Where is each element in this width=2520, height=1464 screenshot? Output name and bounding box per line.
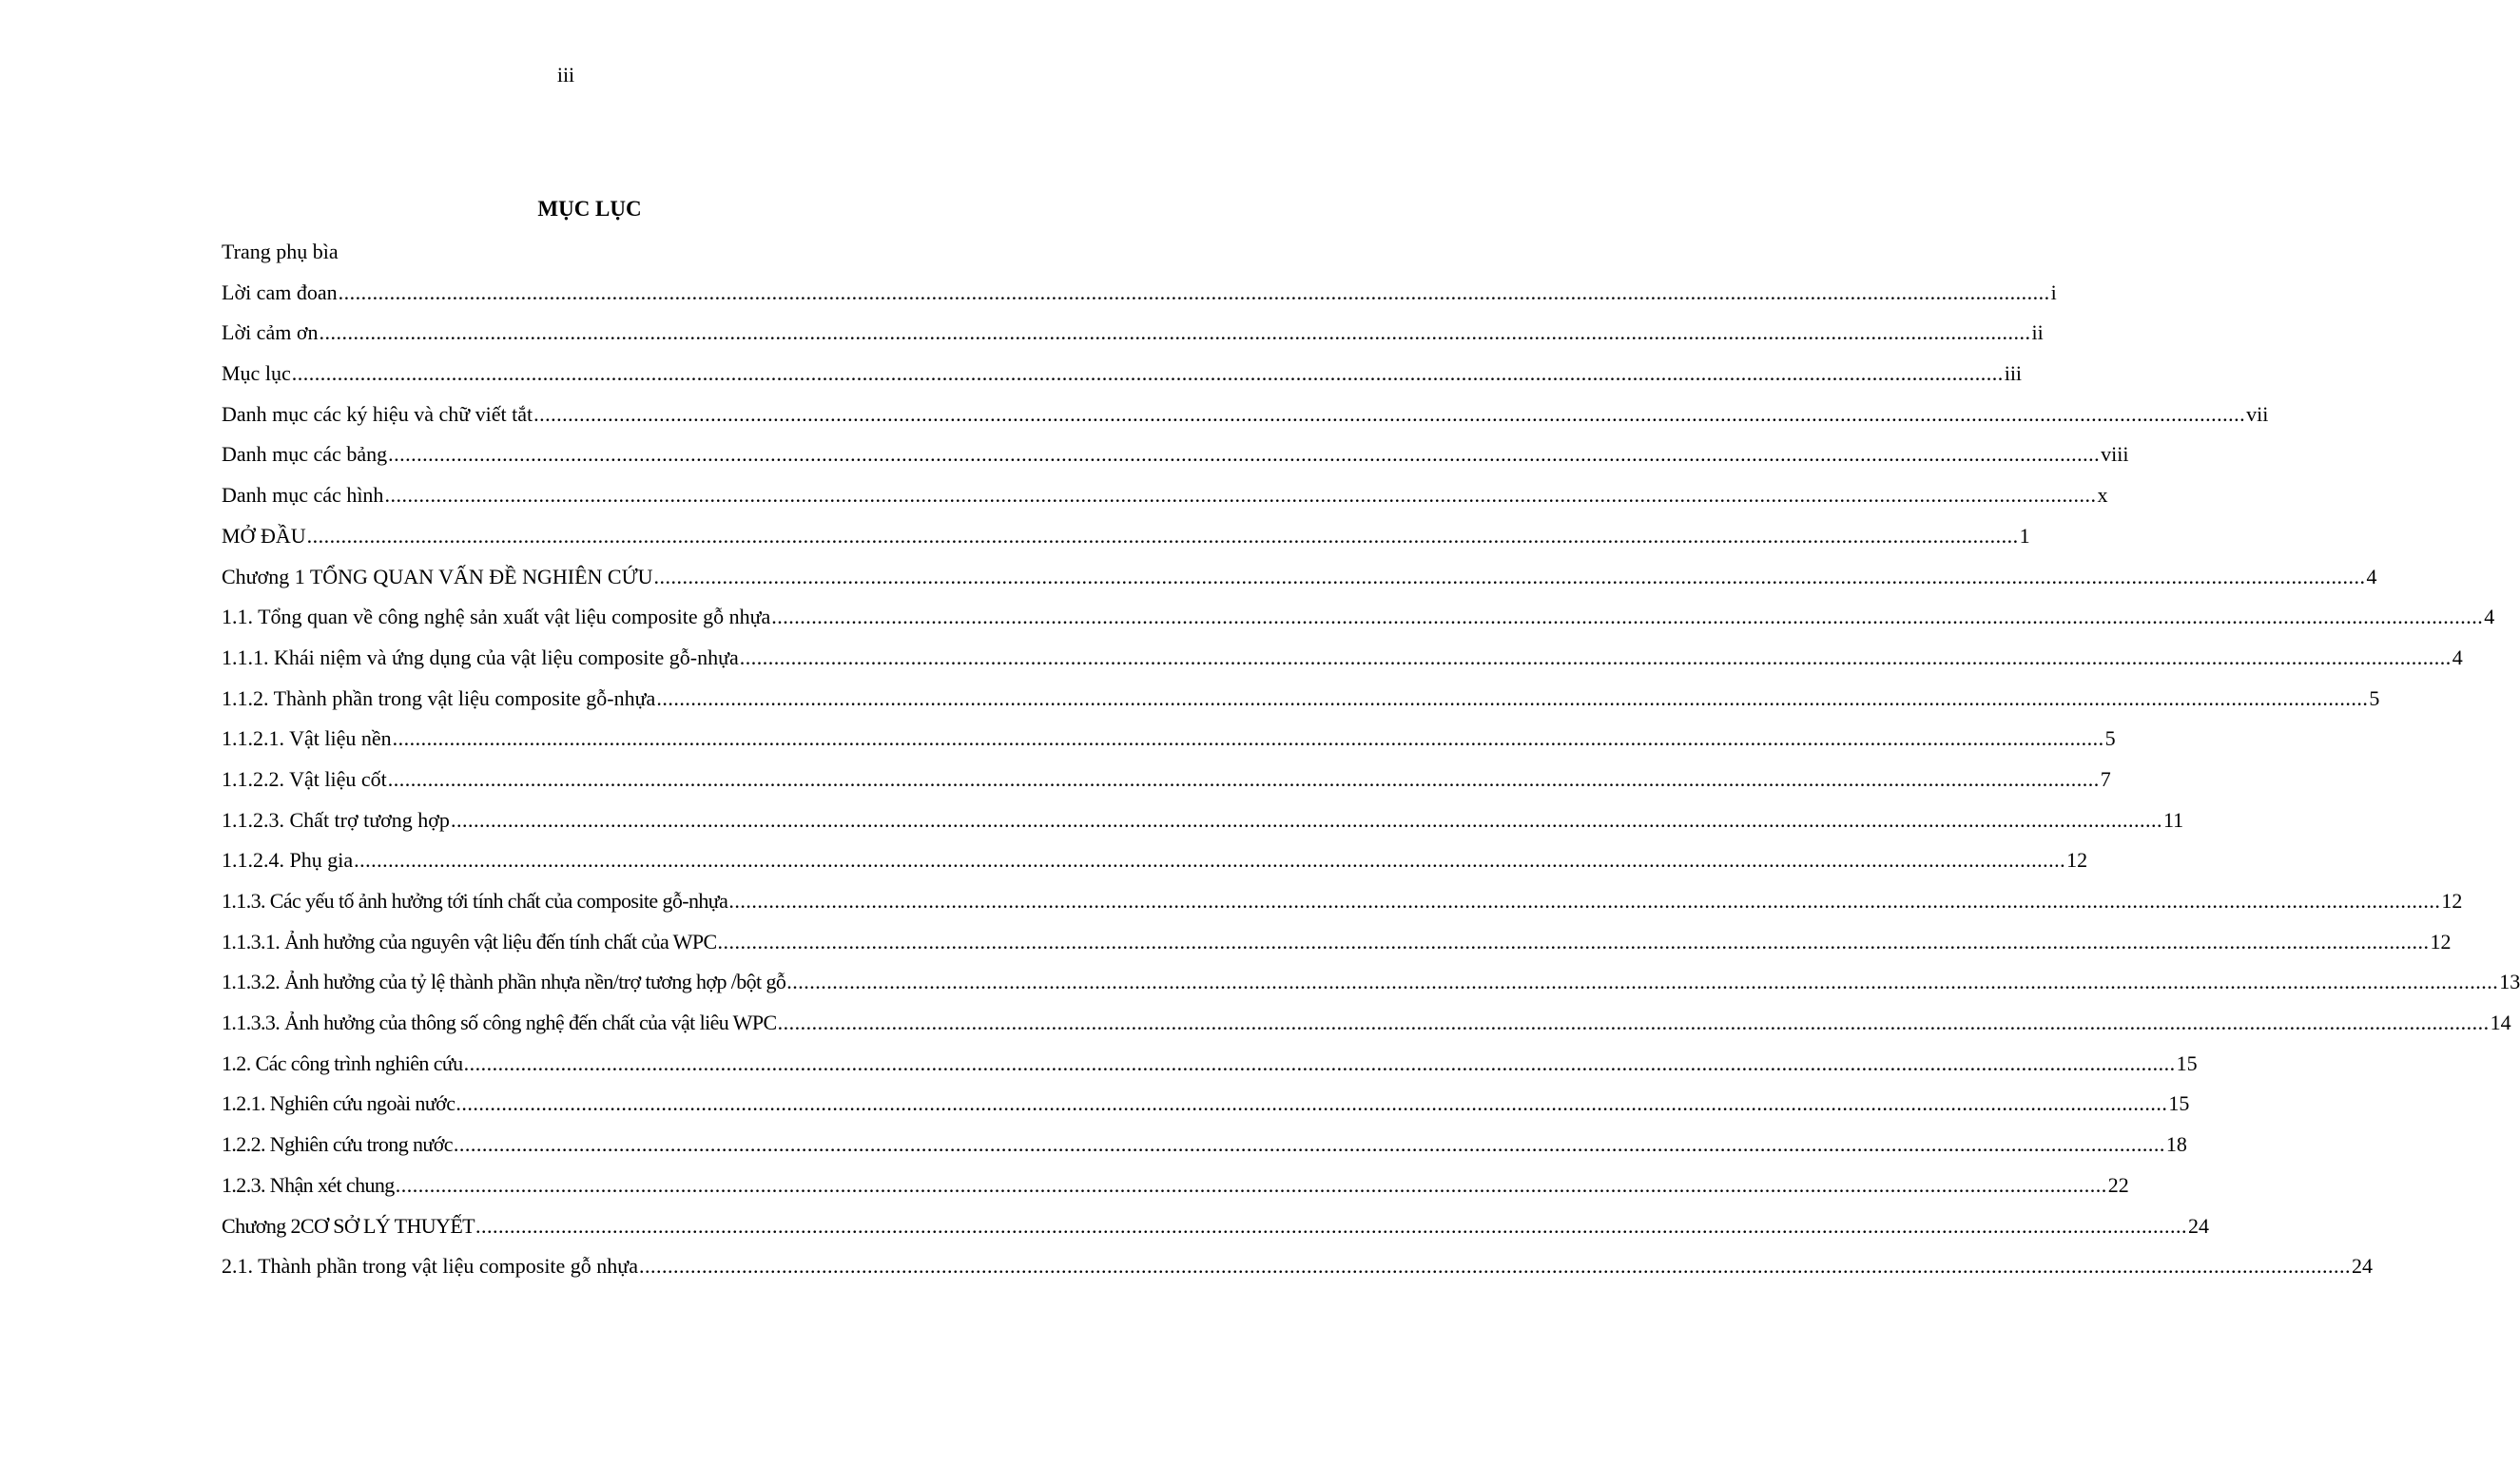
toc-entry-page: 5 [2104,726,2116,751]
dot-leader: ............................................................................................................................................................................................................................................................................................................ [384,483,2097,508]
toc-entry-page: i [2050,279,2057,304]
dot-leader: ............................................................................................................................................................................................................................................................................................................ [771,605,2484,629]
toc-entry-page: 24 [2352,1254,2373,1279]
toc-entry[interactable] [222,1050,2198,1090]
toc-entry-title: Lời cảm ơn [222,320,319,345]
toc-entry[interactable] [222,968,2520,1009]
toc-entry-title: 1.2.3. Nhận xét chung [222,1172,395,1197]
toc-entry-title: 1.1. Tổng quan về công nghệ sản xuất vật liệu composite gỗ nhựa [222,605,771,629]
toc-entry-page: 4 [2452,645,2463,669]
toc-entry[interactable] [222,1212,2210,1253]
toc-entry[interactable] [222,563,2377,604]
dot-leader: ............................................................................................................................................................................................................................................................................................................ [639,1254,2351,1279]
dot-leader: ............................................................................................................................................................................................................................................................................................................ [291,361,2004,386]
toc-entry-title: 2.1. Thành phần trong vật liệu composite gỗ nhựa [222,1254,638,1279]
dot-leader: ............................................................................................................................................................................................................................................................................................................ [475,1213,2188,1238]
toc-entry-page: 11 [2162,807,2184,832]
page-title: MỤC LỤC [537,197,642,221]
toc-entry-page: 1 [2019,523,2030,548]
table-of-contents [222,238,2520,1293]
toc-entry[interactable] [222,603,2495,644]
dot-leader: ............................................................................................................................................................................................................................................................................................................ [395,1172,2107,1197]
toc-entry[interactable] [222,359,2023,400]
toc-entry-page: 7 [2100,766,2111,791]
dot-leader: ............................................................................................................................................................................................................................................................................................................ [656,685,2369,710]
toc-entry[interactable] [222,644,2463,684]
toc-entry[interactable] [222,806,2184,847]
toc-entry[interactable] [222,522,2030,563]
dot-leader: ............................................................................................................................................................................................................................................................................................................ [387,766,2100,791]
toc-entry[interactable] [222,279,2057,319]
dot-leader: ............................................................................................................................................................................................................................................................................................................ [739,645,2452,669]
toc-entry[interactable] [222,1009,2511,1050]
toc-entry-title: MỞ ĐẦU [222,523,306,548]
dot-leader: ............................................................................................................................................................................................................................................................................................................ [717,929,2430,954]
toc-entry-page: viii [2101,442,2129,467]
toc-entry-title: Trang phụ bìa [222,240,339,263]
toc-entry-page: iii [2004,361,2023,386]
toc-entry[interactable] [222,440,2129,481]
toc-entry[interactable] [222,318,2044,359]
dot-leader: ............................................................................................................................................................................................................................................................................................................ [456,1091,2168,1116]
toc-entry-page: 15 [2176,1050,2198,1075]
toc-entry-page: 12 [2430,929,2452,954]
toc-entry-page: 14 [2490,1011,2511,1035]
toc-entry-title: Chương 2CƠ SỞ LÝ THUYẾT [222,1213,475,1238]
dot-leader: ............................................................................................................................................................................................................................................................................................................ [653,564,2366,588]
toc-entry[interactable] [222,481,2108,522]
dot-leader: ............................................................................................................................................................................................................................................................................................................ [463,1050,2176,1075]
toc-entry[interactable] [222,846,2088,887]
toc-entry-title: 1.1.3.2. Ảnh hưởng của tỷ lệ thành phần nhựa nền/trợ tương hợp /bột gỗ [222,970,786,994]
toc-entry-title: 1.2. Các công trình nghiên cứu [222,1050,463,1075]
toc-entry-page: vii [2246,401,2269,426]
toc-entry-page: ii [2031,320,2044,345]
toc-entry-page: 4 [2366,564,2377,588]
toc-entry-title: 1.1.2.4. Phụ gia [222,848,354,873]
toc-entry[interactable] [222,928,2452,969]
toc-entry-title: Lời cam đoan [222,279,338,304]
dot-leader: ............................................................................................................................................................................................................................................................................................................ [450,807,2162,832]
toc-entry-title: 1.2.1. Nghiên cứu ngoài nước [222,1091,456,1116]
toc-entry-title: Danh mục các bảng [222,442,388,467]
toc-entry-page: 13 [2499,970,2520,994]
toc-entry-page: 15 [2168,1091,2190,1116]
toc-entry-title: 1.1.2.1. Vật liệu nền [222,726,392,751]
dot-leader: ............................................................................................................................................................................................................................................................................................................ [533,401,2246,426]
toc-entry-title: 1.1.2.2. Vật liệu cốt [222,766,387,791]
toc-entry-title: 1.1.3.3. Ảnh hưởng của thông số công nghệ đến chất của vật liêu WPC [222,1011,777,1035]
dot-leader: ............................................................................................................................................................................................................................................................................................................ [728,889,2441,913]
toc-entry-title: 1.1.2. Thành phần trong vật liệu composite gỗ-nhựa [222,685,656,710]
dot-leader: ............................................................................................................................................................................................................................................................................................................ [319,320,2031,345]
toc-entry-page: x [2097,483,2108,508]
dot-leader: ............................................................................................................................................................................................................................................................................................................ [354,848,2066,873]
toc-entry-title: 1.1.3. Các yếu tố ảnh hưởng tới tính chất của composite gỗ-nhựa [222,889,728,913]
toc-entry-page: 22 [2107,1172,2129,1197]
toc-entry-title: 1.1.1. Khái niệm và ứng dụng của vật liệu composite gỗ-nhựa [222,645,739,669]
toc-entry-title: Danh mục các hình [222,483,384,508]
toc-entry-page: 18 [2165,1132,2187,1157]
toc-entry-title: 1.1.3.1. Ảnh hưởng của nguyên vật liệu đến tính chất của WPC [222,929,717,954]
toc-entry-title: Chương 1 TỔNG QUAN VẤN ĐỀ NGHIÊN CỨU [222,564,653,588]
toc-entry-title: Mục lục [222,361,291,386]
toc-entry-page: 12 [2441,889,2463,913]
toc-entry[interactable] [222,1089,2190,1130]
dot-leader: ............................................................................................................................................................................................................................................................................................................ [388,442,2101,467]
dot-leader: ............................................................................................................................................................................................................................................................................................................ [786,970,2499,994]
dot-leader: ............................................................................................................................................................................................................................................................................................................ [306,523,2019,548]
toc-entry[interactable] [222,1130,2187,1171]
toc-entry[interactable] [222,1252,2373,1293]
toc-entry[interactable] [222,765,2111,806]
toc-entry-page: 12 [2066,848,2088,873]
toc-entry[interactable] [222,887,2463,928]
dot-leader: ............................................................................................................................................................................................................................................................................................................ [777,1011,2490,1035]
toc-entry[interactable] [222,238,1014,279]
dot-leader: ............................................................................................................................................................................................................................................................................................................ [338,279,2050,304]
toc-entry-page: 5 [2369,685,2380,710]
toc-entry-title: Danh mục các ký hiệu và chữ viết tắt [222,401,533,426]
dot-leader: ............................................................................................................................................................................................................................................................................................................ [453,1132,2165,1157]
toc-entry[interactable] [222,724,2116,765]
toc-entry[interactable] [222,684,2380,725]
dot-leader: ............................................................................................................................................................................................................................................................................................................ [392,726,2104,751]
toc-entry-page: 24 [2188,1213,2210,1238]
toc-entry[interactable] [222,1171,2129,1212]
toc-entry-title: 1.2.2. Nghiên cứu trong nước [222,1132,453,1157]
toc-entry-page: 4 [2484,605,2495,629]
page-number: iii [556,63,575,87]
toc-entry-title: 1.1.2.3. Chất trợ tương hợp [222,807,450,832]
toc-entry[interactable] [222,400,2269,441]
